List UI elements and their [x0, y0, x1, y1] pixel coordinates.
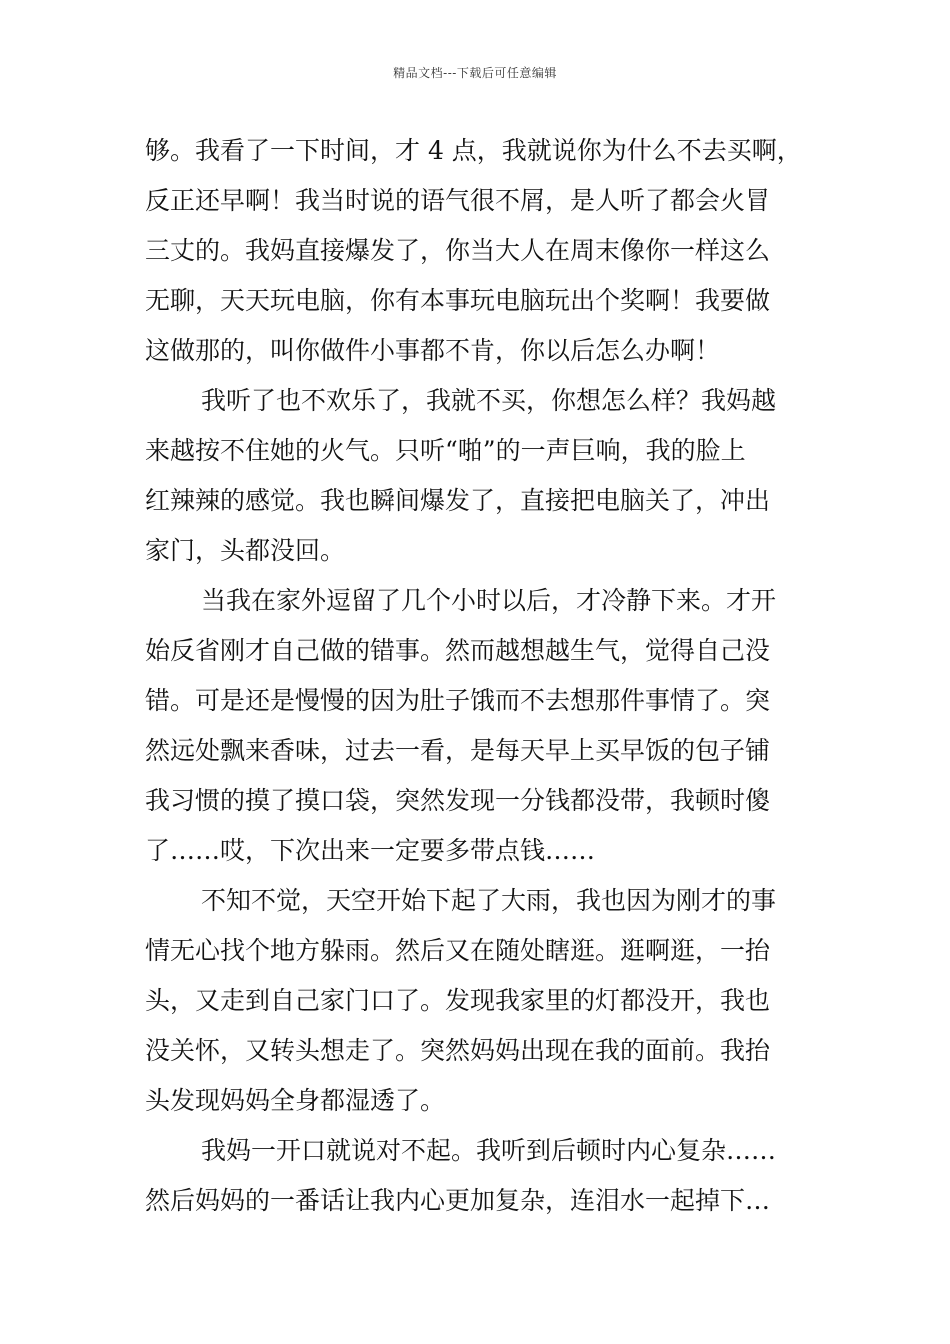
text-line: 头发现妈妈全身都湿透了。	[145, 1086, 446, 1115]
body-text	[145, 126, 810, 1226]
page-header: 精品文档---下载后可任意编辑	[393, 66, 557, 80]
text-line: 够。我看了一下时间，才 4 点，我就说你为什么不去买啊，	[145, 136, 802, 165]
text-line: 这做那的，叫你做件小事都不肯，你以后怎么办啊！	[145, 336, 721, 365]
text-line: 错。可是还是慢慢的因为肚子饿而不去想那件事情了。突	[145, 686, 771, 715]
text-line: 无聊，天天玩电脑，你有本事玩电脑玩出个奖啊！我要做	[145, 286, 771, 315]
text-line: 不知不觉，天空开始下起了大雨，我也因为刚才的事	[201, 886, 777, 915]
text-line: 然后妈妈的一番话让我内心更加复杂，连泪水一起掉下…	[145, 1186, 771, 1215]
text-line: 我听了也不欢乐了，我就不买，你想怎么样？我妈越	[201, 386, 777, 415]
text-line: 我妈一开口就说对不起。我听到后顿时内心复杂……	[201, 1136, 777, 1165]
text-line: 当我在家外逗留了几个小时以后，才冷静下来。才开	[201, 586, 777, 615]
text-line: 红辣辣的感觉。我也瞬间爆发了，直接把电脑关了，冲出	[145, 486, 771, 515]
text-line: 始反省刚才自己做的错事。然而越想越生气，觉得自己没	[145, 636, 771, 665]
text-line: 了……哎，下次出来一定要多带点钱……	[145, 836, 596, 865]
text-line: 反正还早啊！我当时说的语气很不屑，是人听了都会火冒	[145, 186, 771, 215]
text-line: 情无心找个地方躲雨。然后又在随处瞎逛。逛啊逛，一抬	[145, 936, 771, 965]
text-line: 我习惯的摸了摸口袋，突然发现一分钱都没带，我顿时傻	[145, 786, 771, 815]
text-line: 没关怀，又转头想走了。突然妈妈出现在我的面前。我抬	[145, 1036, 771, 1065]
text-line: 然远处飘来香味，过去一看，是每天早上买早饭的包子铺	[145, 736, 771, 765]
text-line: 三丈的。我妈直接爆发了，你当大人在周末像你一样这么	[145, 236, 771, 265]
text-line: 头，又走到自己家门口了。发现我家里的灯都没开，我也	[145, 986, 771, 1015]
text-line: 家门，头都没回。	[145, 536, 346, 565]
text-line: 来越按不住她的火气。只听“啪”的一声巨响，我的脸上	[145, 436, 746, 465]
